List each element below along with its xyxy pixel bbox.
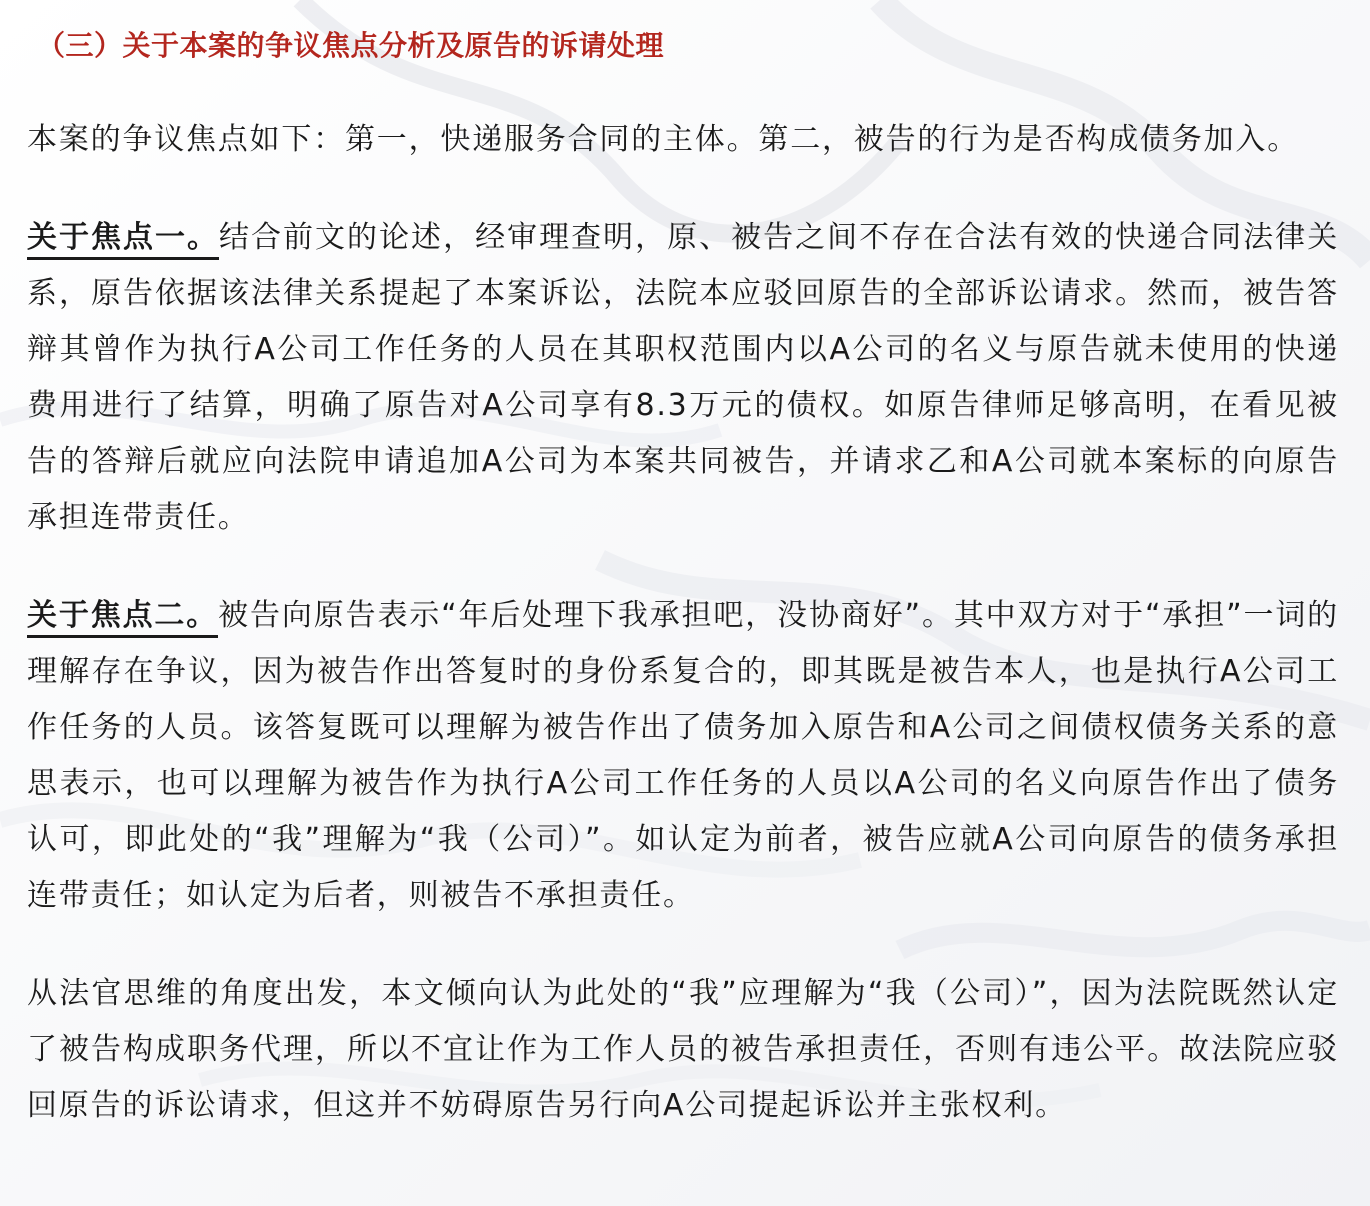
paragraph-focus-one [27,210,1339,546]
focus-two-label: 关于焦点二。 [27,598,218,638]
paragraph-issues-summary: 本案的争议焦点如下：第一，快递服务合同的主体。第二，被告的行为是否构成债务加入。 [27,122,1299,157]
focus-one-text: 结合前文的论述，经审理查明，原、被告之间不存在合法有效的快递合同法律关系，原告依据该法律关系提起了本案诉讼，法院本应驳回原告的全部诉讼请求。然而，被告答辩其曾作为执行A公司工作任务的人员在其职权范围内以A公司的名义与原告就未使用的快递费用进行了结算，明确了原告对A公司享有8.3万元的债权。如原告律师足够高明，在看见被告的答辩后就应向法院申请追加A公司为本案共同被告，并请求乙和A公司就本案标的向原告承担连带责任。 [27,220,1339,535]
article-section [27,26,1339,1134]
focus-two-text: 被告向原告表示“年后处理下我承担吧，没协商好”。其中双方对于“承担”一词的理解存在争议，因为被告作出答复时的身份系复合的，即其既是被告本人，也是执行A公司工作任务的人员。该答复既可以理解为被告作出了债务加入原告和A公司之间债权债务关系的意思表示，也可以理解为被告作为执行A公司工作任务的人员以A公司的名义向原告作出了债务认可，即此处的“我”理解为“我（公司）”。如认定为前者，被告应就A公司向原告的债务承担连带责任；如认定为后者，则被告不承担责任。 [27,598,1339,913]
paragraph-focus-two [27,588,1339,924]
paragraph-conclusion: 从法官思维的角度出发，本文倾向认为此处的“我”应理解为“我（公司）”，因为法院既然认定了被告构成职务代理，所以不宜让作为工作人员的被告承担责任，否则有违公平。故法院应驳回原告的诉讼请求，但这并不妨碍原告另行向A公司提起诉讼并主张权利。 [27,976,1339,1123]
focus-one-label: 关于焦点一。 [27,220,219,260]
section-heading: （三）关于本案的争议焦点分析及原告的诉请处理 [37,29,665,62]
